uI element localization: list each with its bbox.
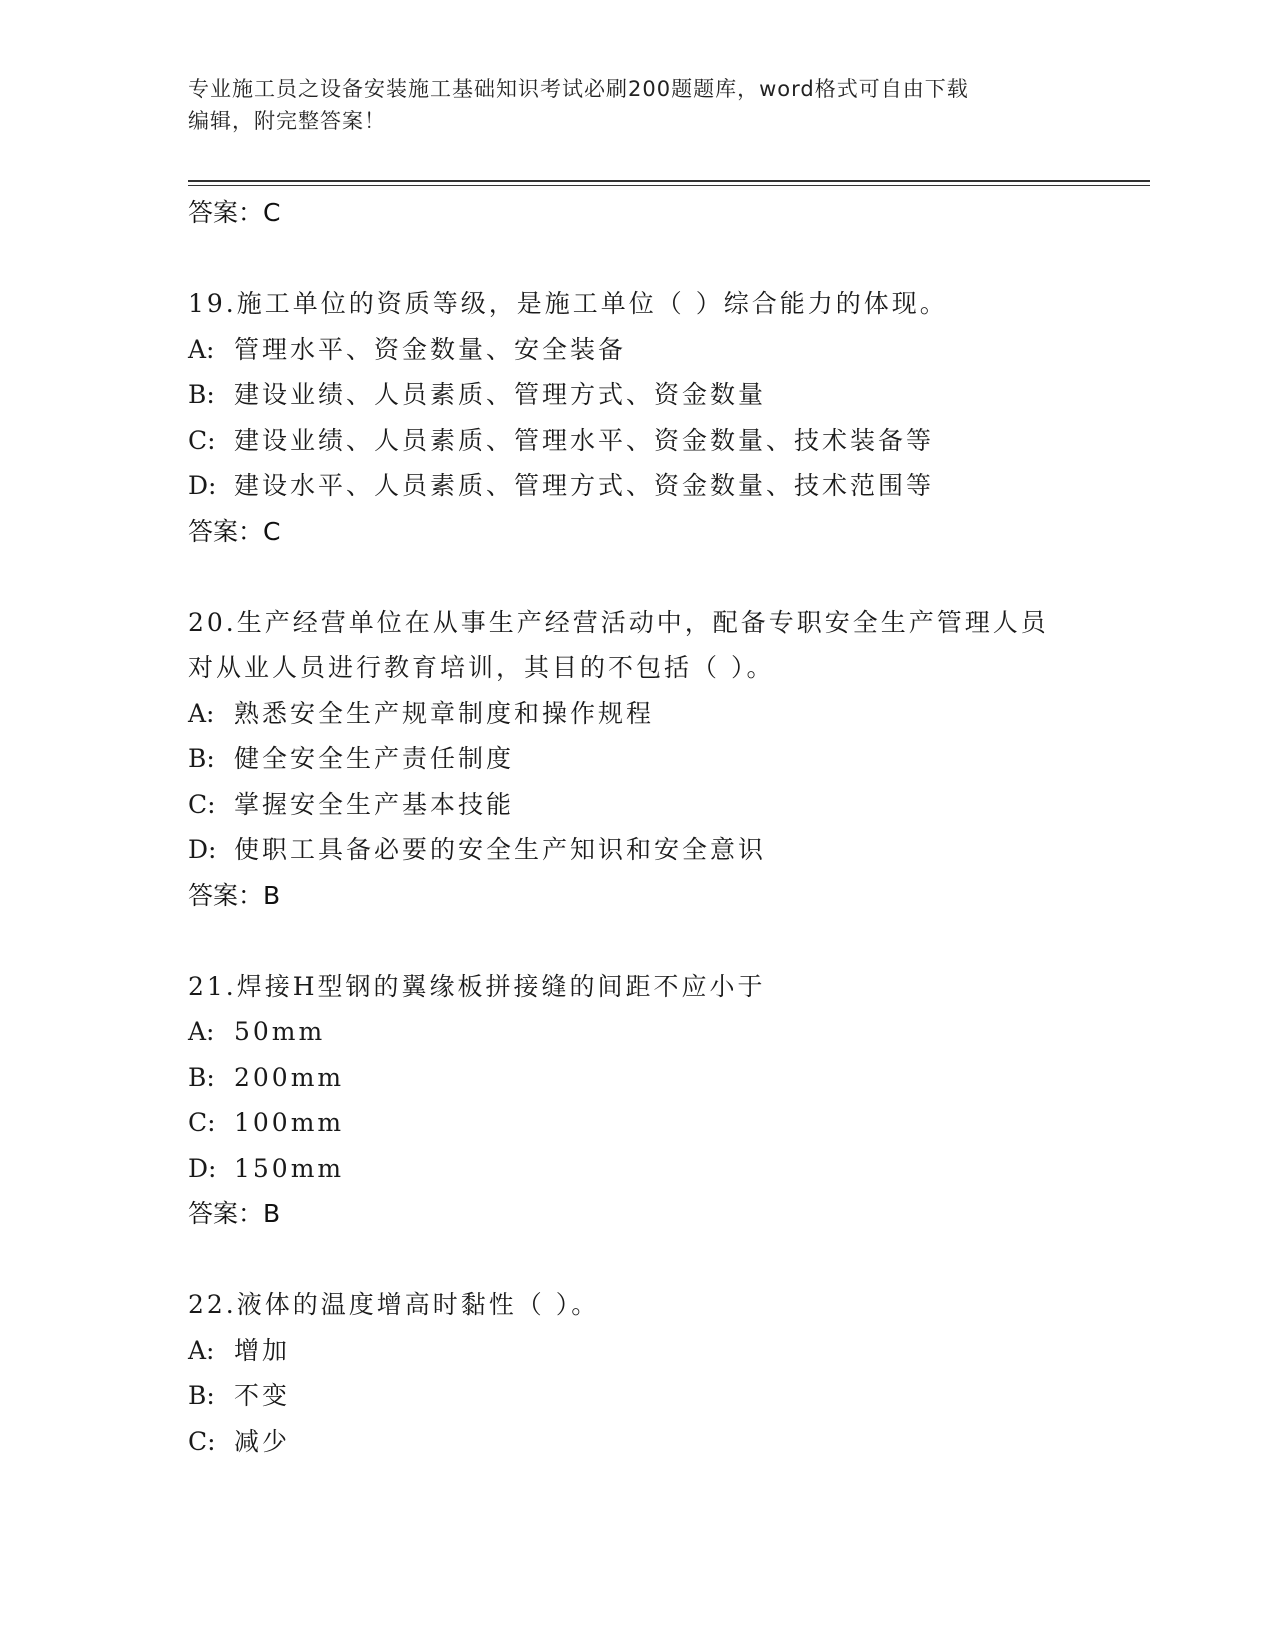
option-text: 使职工具备必要的安全生产知识和安全意识	[234, 835, 767, 864]
option-b	[188, 1373, 1088, 1419]
question-list	[188, 190, 1088, 1464]
question-22	[188, 1282, 1088, 1464]
option-text: 掌握安全生产基本技能	[234, 789, 515, 819]
option-letter: A:	[188, 334, 215, 364]
option-text: 建设业绩、人员素质、管理水平、资金数量、技术装备等	[234, 425, 935, 455]
option-letter: C:	[188, 425, 216, 455]
option-b	[188, 372, 1088, 418]
option-text: 健全安全生产责任制度	[234, 744, 515, 773]
previous-answer: 答案：C	[188, 198, 281, 227]
option-a	[188, 691, 1088, 737]
option-a	[188, 327, 1088, 373]
answer: 答案：C	[188, 516, 281, 546]
option-letter: B:	[188, 1381, 215, 1410]
option-a	[188, 1328, 1088, 1374]
question-21	[188, 964, 1088, 1238]
option-letter: B:	[188, 744, 215, 773]
option-letter: D:	[188, 471, 217, 500]
question-19	[188, 281, 1088, 555]
option-d	[188, 1146, 1088, 1192]
option-text: 建设业绩、人员素质、管理方式、资金数量	[234, 380, 767, 409]
page-header	[188, 73, 1068, 137]
option-letter: B:	[188, 1062, 215, 1092]
option-text: 150mm	[234, 1153, 345, 1183]
header-rule-thick	[188, 180, 1150, 182]
option-letter: C:	[188, 789, 216, 819]
option-d	[188, 463, 1088, 509]
option-a	[188, 1009, 1088, 1055]
header-line-1: 专业施工员之设备安装施工基础知识考试必刷200题题库，word格式可自由下载	[188, 77, 969, 101]
option-c	[188, 1419, 1088, 1465]
question-stem: 20.生产经营单位在从事生产经营活动中，配备专职安全生产管理人员	[188, 607, 1049, 637]
option-b	[188, 1055, 1088, 1101]
option-text: 200mm	[234, 1062, 345, 1092]
question-stem: 21.焊接H型钢的翼缘板拼接缝的间距不应小于	[188, 971, 766, 1001]
option-text: 100mm	[234, 1108, 345, 1137]
question-stem-continued: 对从业人员进行教育培训，其目的不包括（ ）。	[188, 653, 775, 682]
option-letter: A:	[188, 698, 215, 728]
option-text: 50mm	[234, 1017, 326, 1046]
spacer	[188, 919, 1088, 964]
option-c	[188, 782, 1088, 828]
question-stem: 19.施工单位的资质等级，是施工单位（ ）综合能力的体现。	[188, 289, 948, 318]
option-c	[188, 418, 1088, 464]
option-text: 熟悉安全生产规章制度和操作规程	[234, 698, 655, 728]
option-d	[188, 827, 1088, 873]
option-letter: C:	[188, 1426, 216, 1456]
question-stem: 22.液体的温度增高时黏性（ ）。	[188, 1290, 600, 1319]
option-text: 建设水平、人员素质、管理方式、资金数量、技术范围等	[234, 471, 935, 500]
option-letter: A:	[188, 1335, 215, 1365]
option-letter: B:	[188, 380, 215, 409]
option-letter: A:	[188, 1017, 215, 1046]
option-c	[188, 1100, 1088, 1146]
option-text: 不变	[234, 1381, 291, 1410]
option-letter: D:	[188, 1153, 217, 1183]
option-text: 增加	[234, 1335, 291, 1365]
question-20	[188, 600, 1088, 919]
option-b	[188, 736, 1088, 782]
option-text: 管理水平、资金数量、安全装备	[234, 334, 627, 364]
answer: 答案：B	[188, 1199, 281, 1228]
spacer	[188, 1237, 1088, 1282]
answer: 答案：B	[188, 880, 281, 910]
spacer	[188, 555, 1088, 600]
header-line-2: 编辑，附完整答案！	[188, 109, 386, 133]
header-rule-thin	[188, 185, 1150, 186]
option-letter: D:	[188, 835, 217, 864]
option-letter: C:	[188, 1108, 216, 1137]
option-text: 减少	[234, 1426, 291, 1456]
spacer	[188, 236, 1088, 281]
